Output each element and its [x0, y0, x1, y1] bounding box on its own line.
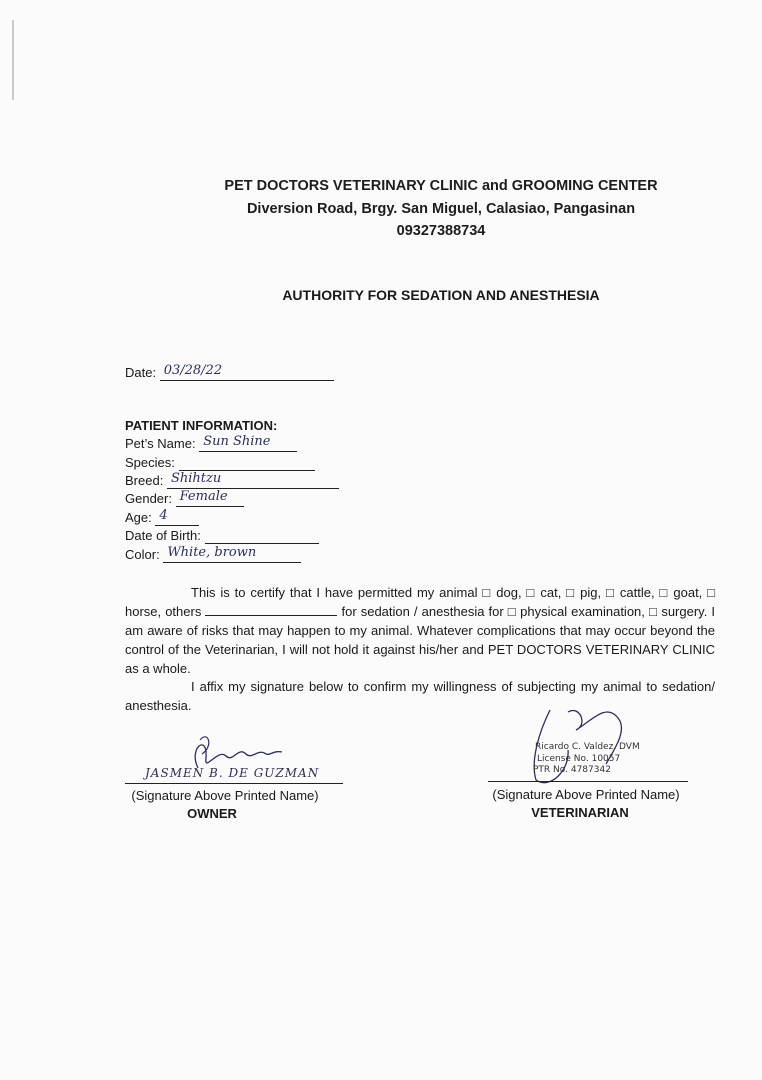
gender-value: Female [179, 489, 228, 504]
age-value: 4 [159, 508, 168, 523]
dob-line[interactable] [205, 529, 319, 544]
pet-name-label: Pet’s Name: [125, 436, 196, 451]
consent-text-b: for sedation / anesthesia for □ physical examination, □ surgery. I am aware of risks that may happen to my animal. Whatever complications that may occur beyond the control of the Veterinarian, I will not hold it against his/her and PET DOCTORS VETERINARY CLINIC as a whole. [125, 604, 715, 676]
clinic-address: Diversion Road, Brgy. San Miguel, Calasiao, Pangasinan [246, 201, 636, 217]
veterinarian-signature-line[interactable] [488, 781, 688, 782]
age-label: Age: [125, 510, 152, 525]
veterinarian-caption: (Signature Above Printed Name) [492, 787, 680, 802]
patient-info-heading: PATIENT INFORMATION: [125, 418, 278, 433]
others-line[interactable] [205, 603, 337, 616]
owner-printed-name: JASMEN B. DE GUZMAN [145, 766, 320, 780]
consent-text-a: This is to certify that I have permitted my animal □ dog, □ cat, □ pig, □ cattle, □ goat, □ horse, others [125, 585, 715, 619]
document-title: AUTHORITY FOR SEDATION AND ANESTHESIA [282, 287, 600, 303]
color-line[interactable] [163, 545, 301, 563]
dob-field [125, 528, 319, 544]
breed-field [125, 473, 339, 489]
color-field [125, 547, 301, 563]
dob-label: Date of Birth: [125, 528, 201, 543]
date-field [125, 365, 334, 381]
species-line[interactable] [179, 456, 315, 471]
veterinarian-role: VETERINARIAN [531, 805, 629, 820]
clinic-phone: 09327388734 [396, 223, 486, 239]
scan-edge-mark [12, 20, 14, 100]
vet-stamp-ptr: PTR No. 4787342 [533, 765, 611, 775]
gender-line[interactable] [176, 489, 244, 507]
gender-field [125, 491, 244, 507]
color-label: Color: [125, 547, 160, 562]
owner-caption: (Signature Above Printed Name) [131, 788, 319, 803]
age-line[interactable] [155, 508, 199, 526]
date-label: Date: [125, 365, 157, 380]
pet-name-field [125, 436, 297, 452]
date-value: 03/28/22 [163, 363, 223, 378]
clinic-name: PET DOCTORS VETERINARY CLINIC and GROOMING CENTER [224, 178, 658, 194]
gender-label: Gender: [125, 491, 172, 506]
pet-name-line[interactable] [199, 434, 297, 452]
breed-value: Shihtzu [170, 471, 222, 486]
breed-line[interactable] [167, 471, 339, 489]
species-field [125, 455, 315, 471]
species-label: Species: [125, 455, 175, 470]
age-field [125, 510, 199, 526]
pet-name-value: Sun Shine [203, 434, 271, 449]
owner-role: OWNER [187, 806, 237, 821]
color-value: White, brown [167, 545, 257, 560]
date-line[interactable] [160, 363, 334, 381]
breed-label: Breed: [125, 473, 164, 488]
vet-stamp-name: Ricardo C. Valdez, DVM [535, 742, 640, 752]
owner-signature-line[interactable] [125, 783, 343, 784]
consent-paragraph [125, 583, 715, 678]
vet-stamp-license: License No. 10057 [537, 754, 621, 764]
affirmation-text: I affix my signature below to confirm my willingness of subjecting my animal to sedation/ anesthesia. [125, 679, 715, 713]
